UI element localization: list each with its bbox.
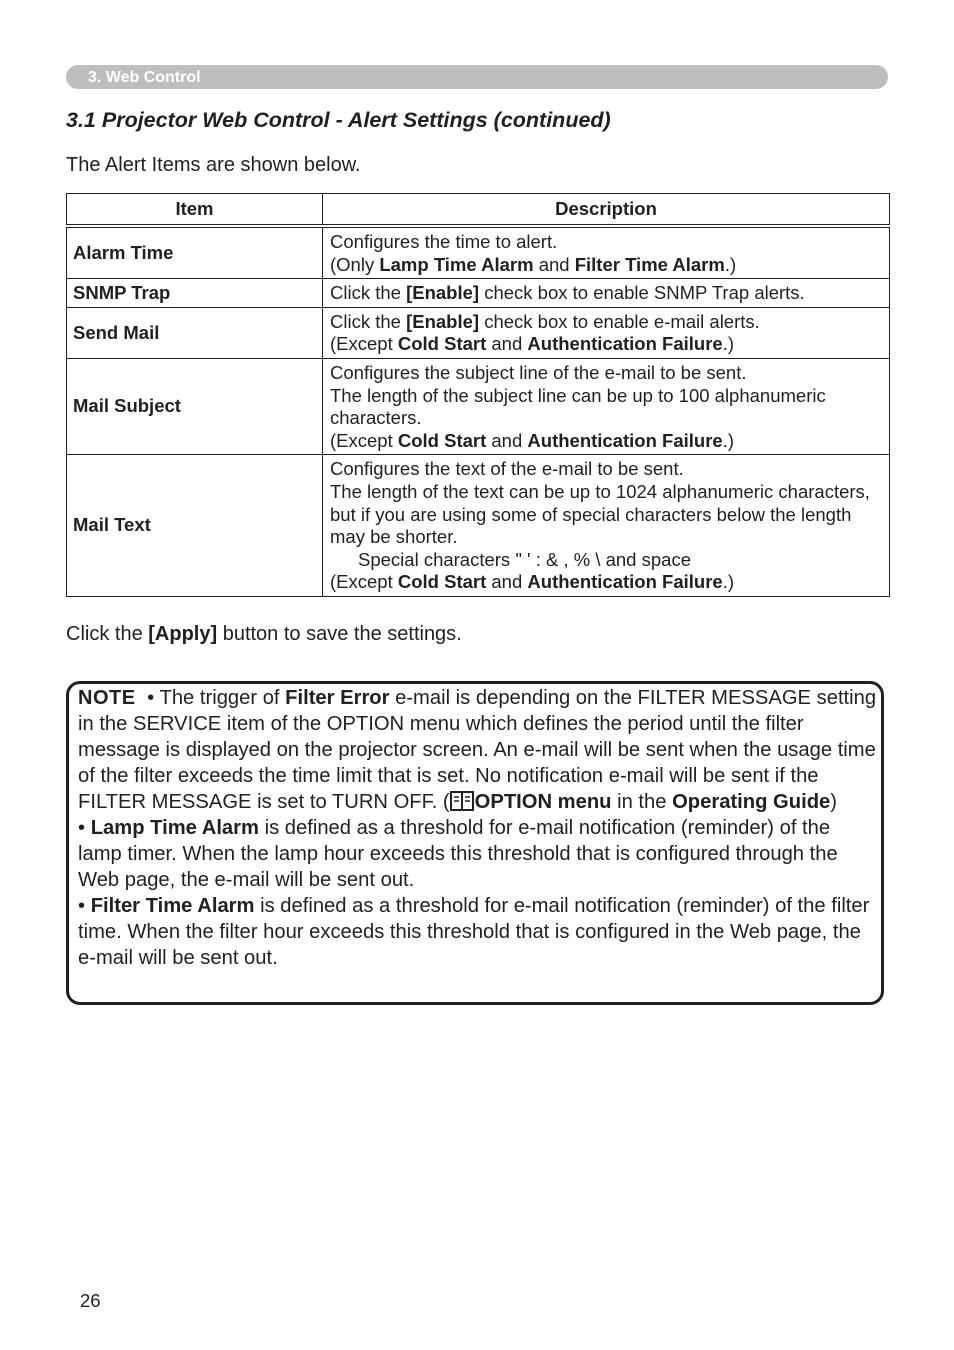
table-row bbox=[67, 279, 890, 308]
note-p2-body: is defined as a threshold for e-mail notification (reminder) of the lamp timer. When the lamp hour exceeds this threshold that is configured through the Web page, the e-mail will be sent out. bbox=[78, 817, 838, 891]
note-operating-guide-ref: Operating Guide bbox=[672, 791, 831, 813]
table-header-row bbox=[67, 194, 890, 227]
apply-suffix: button to save the settings. bbox=[217, 623, 462, 645]
table-cell-item: Alarm Time bbox=[67, 226, 323, 279]
column-header-item: Item bbox=[67, 194, 323, 227]
description-text: The length of the subject line can be up to 100 alphanumeric characters. bbox=[330, 384, 826, 429]
description-text: Configures the text of the e-mail to be sent. bbox=[330, 458, 684, 480]
description-bold: Cold Start bbox=[397, 333, 487, 355]
description-text: check box to enable SNMP Trap alerts. bbox=[479, 282, 805, 304]
book-icon bbox=[450, 791, 474, 811]
note-label: NOTE bbox=[78, 687, 136, 709]
description-line bbox=[330, 571, 883, 594]
description-bold: [Enable] bbox=[406, 282, 480, 304]
apply-prefix: Click the bbox=[66, 623, 149, 645]
description-line bbox=[330, 231, 883, 254]
note-filter-error: Filter Error bbox=[285, 687, 390, 709]
description-text: check box to enable e-mail alerts. bbox=[479, 310, 760, 332]
section-title: 3.1 Projector Web Control - Alert Settings (continued) bbox=[66, 108, 611, 132]
note-option-menu-ref: OPTION menu bbox=[474, 791, 612, 813]
description-line bbox=[330, 282, 883, 305]
apply-instruction bbox=[66, 621, 462, 647]
description-bold: Filter Time Alarm bbox=[574, 253, 725, 275]
note-p3-body: is defined as a threshold for e-mail notification (reminder) of the filter time. When the filter hour exceeds this threshold that is configured in the Web page, the e-mail will be sent out. bbox=[78, 895, 870, 969]
note-in: in the bbox=[611, 791, 673, 813]
chapter-label: 3. Web Control bbox=[88, 69, 201, 86]
description-bold: Authentication Failure bbox=[527, 333, 723, 355]
description-line bbox=[330, 458, 883, 481]
description-text: .) bbox=[722, 429, 735, 451]
description-bold: Cold Start bbox=[397, 571, 487, 593]
table-cell-item: Mail Subject bbox=[67, 358, 323, 454]
description-text: Click the bbox=[330, 310, 407, 332]
description-line bbox=[330, 333, 883, 356]
alert-items-table bbox=[66, 193, 890, 597]
description-bold: Cold Start bbox=[397, 429, 487, 451]
table-cell-description bbox=[323, 358, 890, 454]
table-cell-description bbox=[323, 307, 890, 358]
description-text: .) bbox=[722, 571, 735, 593]
description-line bbox=[330, 362, 883, 385]
description-line bbox=[330, 385, 883, 430]
description-text: and bbox=[533, 253, 575, 275]
description-text: The length of the text can be up to 1024 alphanumeric characters, but if you are using some of special characters below the length may be shorter. bbox=[330, 480, 870, 548]
description-bold: Authentication Failure bbox=[527, 429, 723, 451]
description-text: and bbox=[486, 333, 528, 355]
note-text bbox=[78, 685, 878, 971]
table-row bbox=[67, 455, 890, 597]
description-text: (Except bbox=[330, 571, 398, 593]
table-cell-description bbox=[323, 279, 890, 308]
description-line bbox=[330, 549, 883, 572]
description-line bbox=[330, 430, 883, 453]
table-cell-item: Send Mail bbox=[67, 307, 323, 358]
table-cell-description bbox=[323, 455, 890, 597]
description-text: (Except bbox=[330, 333, 398, 355]
table-cell-description bbox=[323, 226, 890, 279]
description-line bbox=[330, 311, 883, 334]
description-text: Configures the time to alert. bbox=[330, 231, 558, 252]
description-text: .) bbox=[724, 253, 737, 275]
chapter-header-bar bbox=[66, 65, 888, 89]
description-line bbox=[330, 481, 883, 549]
note-p1-end: ) bbox=[830, 791, 837, 813]
description-text: (Only bbox=[330, 253, 380, 275]
description-bold: Authentication Failure bbox=[527, 571, 723, 593]
table-row bbox=[67, 358, 890, 454]
note-p2-bullet: • bbox=[78, 817, 91, 839]
column-header-description: Description bbox=[323, 194, 890, 227]
description-text: (Except bbox=[330, 429, 398, 451]
table-row bbox=[67, 307, 890, 358]
description-line bbox=[330, 254, 883, 277]
description-text: Click the bbox=[330, 282, 407, 304]
note-lamp-time-alarm: Lamp Time Alarm bbox=[90, 817, 259, 839]
description-text: Special characters " ' : & , % \ and space bbox=[358, 548, 691, 570]
table-row bbox=[67, 226, 890, 279]
description-text: and bbox=[486, 571, 528, 593]
note-p3-bullet: • bbox=[78, 895, 91, 917]
description-text: Configures the subject line of the e-mail to be sent. bbox=[330, 361, 747, 383]
table-cell-item: Mail Text bbox=[67, 455, 323, 597]
table-cell-item: SNMP Trap bbox=[67, 279, 323, 308]
apply-button-reference: [Apply] bbox=[148, 623, 218, 645]
page-number: 26 bbox=[80, 1290, 101, 1311]
description-bold: Lamp Time Alarm bbox=[379, 253, 534, 275]
intro-text: The Alert Items are shown below. bbox=[66, 154, 361, 176]
note-filter-time-alarm: Filter Time Alarm bbox=[90, 895, 255, 917]
note-p1-text: • The trigger of bbox=[141, 687, 286, 709]
description-bold: [Enable] bbox=[406, 310, 480, 332]
note-p1-body: e-mail is depending on the FILTER MESSAGE setting in the SERVICE item of the OPTION menu which defines the period until the filter message is displayed on the projector screen. An e-mail will be sent when the usage time of the filter exceeds the time limit that is set. No notification e-mail will be sent if the FILTER MESSAGE is set to TURN OFF. ( bbox=[78, 687, 877, 813]
description-text: .) bbox=[722, 333, 735, 355]
description-text: and bbox=[486, 429, 528, 451]
